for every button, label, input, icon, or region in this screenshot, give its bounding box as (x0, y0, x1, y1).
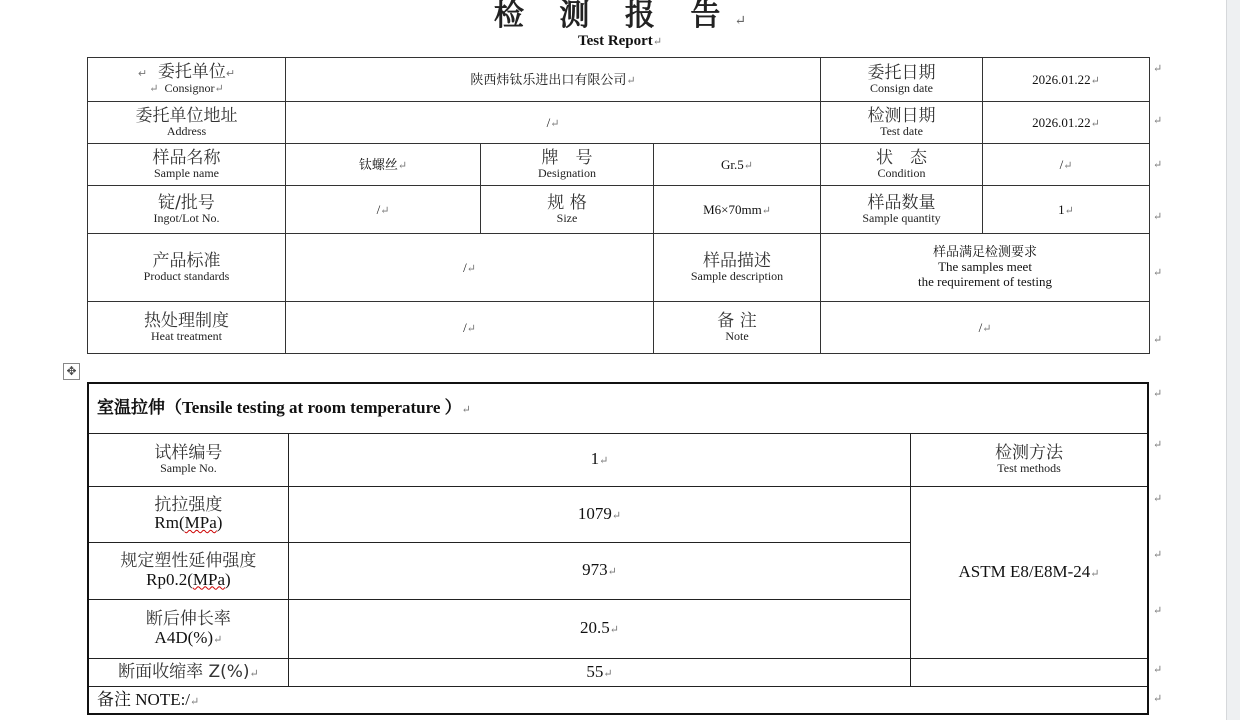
test-methods-value[interactable]: ASTM E8/E8M-24↵ (911, 486, 1149, 658)
size-label: 规 格 Size (481, 186, 654, 234)
row-heat-treatment (88, 302, 1150, 354)
row-end-mark: ↵ (1153, 549, 1163, 561)
rp02-value[interactable]: 973↵ (288, 542, 910, 599)
row-end-mark: ↵ (1153, 439, 1163, 451)
row-end-mark: ↵ (1153, 115, 1163, 127)
row-address (88, 102, 1150, 144)
table-move-handle-icon[interactable]: ✥ (63, 363, 80, 380)
row-end-mark: ↵ (1153, 211, 1163, 223)
rm-value[interactable]: 1079↵ (288, 486, 910, 542)
sample-no-value[interactable]: 1↵ (288, 433, 910, 486)
test-methods-label: 检测方法 Test methods (911, 433, 1149, 486)
row-end-mark: ↵ (1153, 493, 1163, 505)
tensile-note-row (88, 686, 1148, 714)
sample-no-label: 试样编号 Sample No. (88, 433, 288, 486)
product-standards-label: 产品标准 Product standards (88, 234, 286, 302)
row-end-mark: ↵ (1153, 159, 1163, 171)
note-value[interactable]: /↵ (821, 302, 1150, 354)
z-method-empty[interactable] (911, 658, 1149, 686)
sample-quantity-value[interactable]: 1↵ (983, 186, 1150, 234)
report-title: 检 测 报 告↵ (493, 0, 747, 32)
row-end-mark: ↵ (1153, 693, 1163, 705)
row-end-mark: ↵ (1153, 664, 1163, 676)
tensile-header: 室温拉伸（Tensile testing at room temperature ）↵ (88, 383, 1148, 433)
heat-treatment-value[interactable]: /↵ (286, 302, 654, 354)
row-end-mark: ↵ (1153, 605, 1163, 617)
tensile-header-row (88, 383, 1148, 433)
product-standards-value[interactable]: /↵ (286, 234, 654, 302)
sample-info-table (87, 57, 1150, 354)
row-sample-name (88, 144, 1150, 186)
sample-no-row (88, 433, 1148, 486)
tensile-test-table (87, 382, 1149, 715)
note-label: 备 注 Note (654, 302, 821, 354)
consign-date-value[interactable]: 2026.01.22↵ (983, 58, 1150, 102)
sample-name-value[interactable]: 钛螺丝↵ (286, 144, 481, 186)
rp02-label: 规定塑性延伸强度 Rp0.2(MPa) (88, 542, 288, 599)
sample-description-value[interactable]: 样品满足检测要求 The samples meet the requirement of testing (821, 234, 1150, 302)
row-end-mark: ↵ (1153, 267, 1163, 279)
a4d-value[interactable]: 20.5↵ (288, 599, 910, 658)
test-date-value[interactable]: 2026.01.22↵ (983, 102, 1150, 144)
tensile-row-rm (88, 486, 1148, 542)
heat-treatment-label: 热处理制度 Heat treatment (88, 302, 286, 354)
consignor-label: ↵ 委托单位↵ ↵ Consignor↵ (88, 58, 286, 102)
consign-date-label: 委托日期 Consign date (821, 58, 983, 102)
row-end-mark: ↵ (1153, 63, 1163, 75)
row-end-mark: ↵ (1153, 388, 1163, 400)
z-value[interactable]: 55↵ (288, 658, 910, 686)
sample-quantity-label: 样品数量 Sample quantity (821, 186, 983, 234)
row-end-mark: ↵ (1153, 334, 1163, 346)
designation-value[interactable]: Gr.5↵ (654, 144, 821, 186)
sample-name-label: 样品名称 Sample name (88, 144, 286, 186)
test-date-label: 检测日期 Test date (821, 102, 983, 144)
z-label: 断面收缩率 Z(%)↵ (88, 658, 288, 686)
ingot-lot-label: 锭/批号 Ingot/Lot No. (88, 186, 286, 234)
row-product-standards (88, 234, 1150, 302)
tensile-row-z (88, 658, 1148, 686)
tensile-note[interactable]: 备注 NOTE:/↵ (88, 686, 1148, 714)
row-consignor (88, 58, 1150, 102)
condition-label: 状 态 Condition (821, 144, 983, 186)
rm-label: 抗拉强度 Rm(MPa) (88, 486, 288, 542)
a4d-label: 断后伸长率 A4D(%)↵ (88, 599, 288, 658)
condition-value[interactable]: /↵ (983, 144, 1150, 186)
address-label: 委托单位地址 Address (88, 102, 286, 144)
address-value[interactable]: /↵ (286, 102, 821, 144)
consignor-value[interactable]: 陕西炜钛乐进出口有限公司↵ (286, 58, 821, 102)
report-subtitle: Test Report↵ (577, 33, 663, 49)
row-ingot-lot (88, 186, 1150, 234)
sample-description-label: 样品描述 Sample description (654, 234, 821, 302)
ingot-lot-value[interactable]: /↵ (286, 186, 481, 234)
designation-label: 牌 号 Designation (481, 144, 654, 186)
page-edge (1226, 0, 1240, 720)
size-value[interactable]: M6×70mm↵ (654, 186, 821, 234)
